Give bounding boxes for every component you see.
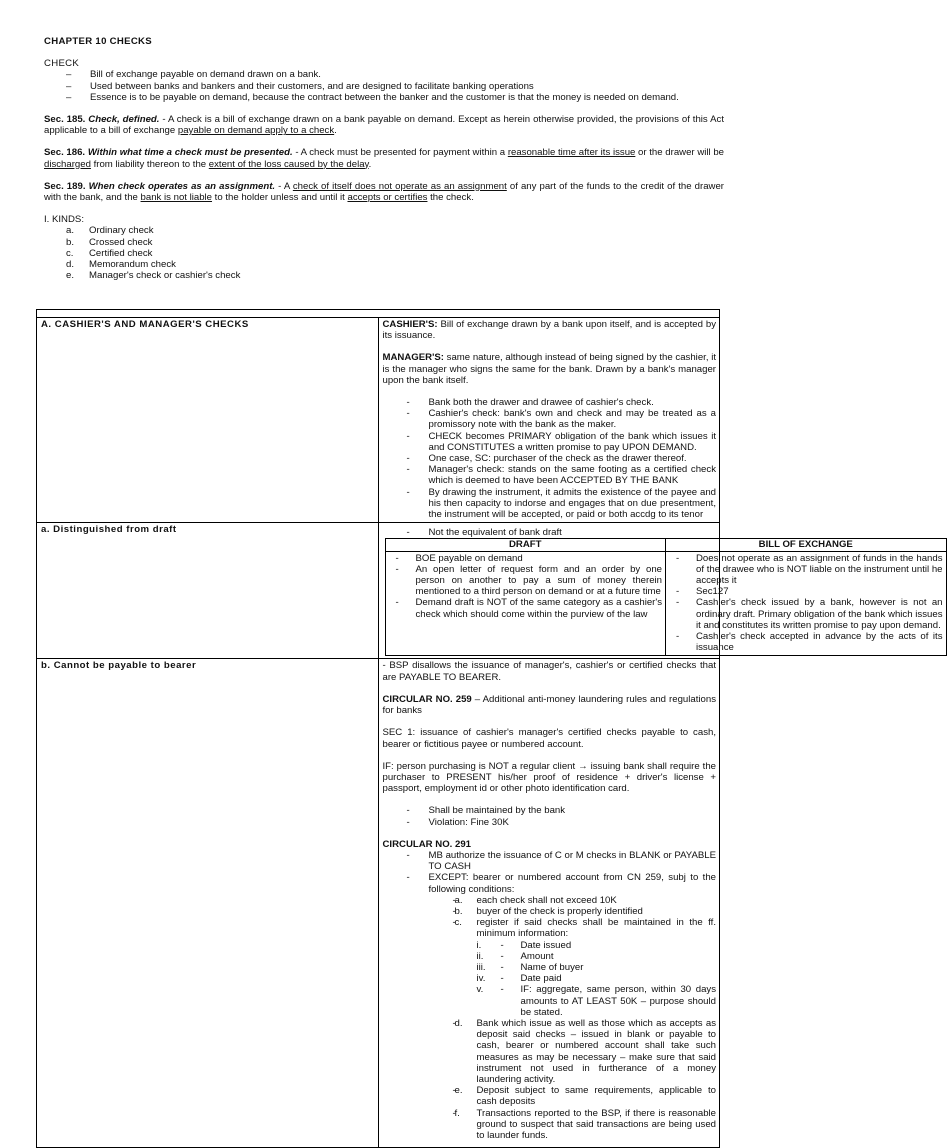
list-item: - BOE payable on demand: [390, 553, 663, 564]
list-item: - Bank both the drawer and drawee of cashier's check.: [383, 397, 717, 408]
condition-item: - e. Deposit subject to same requirements, applicable to cash deposits: [429, 1085, 717, 1107]
kind-item: b. Crossed check: [66, 236, 153, 248]
column-header: DRAFT: [385, 539, 666, 551]
list-item: - Cashier's check: bank's own and check and may be treated as a promissory note with the bank as the maker.: [383, 408, 717, 430]
list-item: - EXCEPT: bearer or numbered account from CN 259, subj to the following conditions: - a. each check shall not exceed 10K - b. buyer of the check is properly identified - c. register if said checks shall be maintained in the ff. minimum information: - i. Date issued - ii. Amount - iii. Name of buyer - iv. Date paid - v. IF: aggregate, same person, within 30 days amounts to AT LEAST 50K – purpose should be stated. - d. Bank which issue as well as those which as accepts as deposit said checks – issued in blank or payable to cash, bearer or numbered account shall take such measures as may be necessary – make sure that said instrument not used in furtherance of a money laundering activity. - e. Deposit subject to same requirements, applicable to cash deposits - f. Transactions reported to the BSP, if there is reasonable ground to suspect that said transactions are being used to launder funds.: [383, 872, 717, 1141]
sec-1-text: SEC 1: issuance of cashier's manager's certified checks payable to cash, bearer or fictitious payee or numbered account.: [382, 727, 716, 750]
check-list: [44, 69, 724, 103]
distinguished-intro-list: [383, 527, 717, 538]
condition-item: - b. buyer of the check is properly identified: [429, 906, 717, 917]
bsp-intro: - BSP disallows the issuance of manager's, cashier's or certified checks that are PAYABLE TO BEARER.: [382, 660, 716, 683]
section-title: When check operates as an assignment.: [88, 180, 276, 192]
kind-item: c. Certified check: [66, 247, 153, 259]
list-item: - Not the equivalent of bank draft: [383, 527, 717, 538]
row-label: b. Cannot be payable to bearer: [37, 659, 379, 1148]
row-content: [378, 659, 720, 1148]
conditions-list: [429, 895, 717, 1141]
section-title: Check, defined.: [88, 114, 160, 126]
minimum-info-list: [477, 940, 717, 1018]
row-content: [378, 318, 720, 523]
info-item: - iv. Date paid: [477, 973, 717, 984]
list-item: - Shall be maintained by the bank: [383, 805, 717, 816]
check-item: – Used between banks and bankers and their customers, and are designed to facilitate banking operations: [44, 81, 724, 92]
circular-259-list: [383, 805, 717, 827]
circular-291: CIRCULAR NO. 291: [382, 838, 471, 850]
list-item: - Violation: Fine 30K: [383, 817, 717, 828]
section-186: Sec. 186. Within what time a check must be presented. - A check must be presented for payment within a reasonable time after its issue or the drawer will be discharged from liability thereon to the extent of the loss caused by the delay.: [44, 147, 724, 170]
row-cashiers-managers: [37, 318, 720, 523]
cashiers-definition: CASHIER'S: Bill of exchange drawn by a bank upon itself, and is accepted by its issuance.: [382, 319, 716, 342]
condition-item: - a. each check shall not exceed 10K: [429, 895, 717, 906]
list-item: - Does not operate as an assignment of funds in the hands of the drawee who is NOT liable on the instrument until he accepts it: [670, 553, 943, 587]
list-item: - By drawing the instrument, it admits the existence of the payee and his then capacity to indorse and engages that on due presentment, the instrument will be accepted, or paid or both accdg to its tenor: [383, 487, 717, 521]
circular-291-list: [383, 850, 717, 1141]
row-label: A. CASHIER'S AND MANAGER'S CHECKS: [37, 318, 379, 523]
row-label: a. Distinguished from draft: [37, 523, 379, 659]
section-title: Within what time a check must be presented.: [87, 147, 293, 159]
if-text: IF: person purchasing is NOT a regular client → issuing bank shall require the purchaser to PRESENT his/her proof of residence + driver's license + passport, employment id or other photo identification card.: [382, 760, 716, 795]
check-heading: CHECK: [44, 58, 80, 70]
circular-259: CIRCULAR NO. 259 – Additional anti-money laundering rules and regulations for banks: [382, 693, 716, 717]
list-item: - One case, SC: purchaser of the check as the drawer thereof.: [383, 453, 717, 464]
cashiers-notes-list: [383, 397, 717, 520]
list-item: - Demand draft is NOT of the same category as a cashier's check which should come within the purview of the law: [390, 597, 663, 619]
section-185: Sec. 185. Check, defined. - A check is a bill of exchange drawn on a bank payable on demand. Except as herein otherwise provided, the provisions of this Act applicable to a bill of exchange payable on demand apply to a check.: [44, 114, 724, 137]
condition-item: - c. register if said checks shall be maintained in the ff. minimum information: - i. Date issued - ii. Amount - iii. Name of buyer - iv. Date paid - v. IF: aggregate, same person, within 30 days amounts to AT LEAST 50K – purpose should be stated.: [429, 917, 717, 1018]
check-item: – Essence is to be payable on demand, because the contract between the banker and the customer is that the money is needed on demand.: [44, 92, 724, 103]
list-item: - An open letter of request form and an order by one person on another to pay a sum of money therein mentioned to a third person on demand or at a future time: [390, 564, 663, 598]
kind-item: e. Manager's check or cashier's check: [66, 270, 241, 282]
list-item: - Manager's check: stands on the same footing as a certified check which is deemed to have been ACCEPTED BY THE BANK: [383, 464, 717, 486]
section-189: Sec. 189. When check operates as an assignment. - A check of itself does not operate as an assignment of any part of the funds to the credit of the drawer with the bank, and the bank is not liable to the holder unless and until it accepts or certifies the check.: [44, 180, 724, 204]
check-item: – Bill of exchange payable on demand drawn on a bank.: [44, 69, 724, 80]
info-item: - iii. Name of buyer: [477, 962, 717, 973]
row-distinguished: [37, 523, 720, 659]
draft-cell: [385, 551, 666, 656]
condition-item: - f. Transactions reported to the BSP, if there is reasonable ground to suspect that said transactions are being used to launder funds.: [429, 1108, 717, 1142]
info-item: - i. Date issued: [477, 940, 717, 951]
checks-table: [36, 309, 943, 1148]
column-header: BILL OF EXCHANGE: [666, 539, 947, 551]
kind-item: a. Ordinary check: [66, 225, 154, 237]
list-item: - CHECK becomes PRIMARY obligation of the bank which issues it and CONSTITUTES a written promise to pay UPON DEMAND.: [383, 431, 717, 453]
document-page: [44, 36, 724, 281]
draft-vs-boe-table: [385, 538, 947, 656]
section-label: Sec. 186.: [44, 147, 86, 159]
kinds-list: [44, 225, 724, 281]
list-item: - Sec127: [670, 586, 943, 597]
info-item: - ii. Amount: [477, 951, 717, 962]
info-item: - v. IF: aggregate, same person, within 30 days amounts to AT LEAST 50K – purpose should be stated.: [477, 984, 717, 1018]
managers-definition: MANAGER'S: same nature, although instead of being signed by the cashier, it is the manager who signs the same for the bank. Drawn by a bank's manager upon the bank itself.: [382, 352, 716, 386]
section-label: Sec. 189.: [44, 180, 86, 192]
row-cannot-be-bearer: [37, 659, 720, 1148]
kinds-heading: I. KINDS:: [44, 214, 84, 226]
table-spacer-row: [37, 310, 720, 318]
list-item: - Cashier's check accepted in advance by the acts of its issuance: [670, 631, 943, 653]
list-item: - Cashier's check issued by a bank, however is not an ordinary draft. Primary obligation of the bank which issues it and constitutes its written promise to pay upon demand.: [670, 597, 943, 631]
kind-item: d. Memorandum check: [66, 259, 176, 271]
list-item: - MB authorize the issuance of C or M checks in BLANK or PAYABLE TO CASH: [383, 850, 717, 872]
section-label: Sec. 185.: [44, 114, 86, 126]
row-content: [378, 523, 943, 659]
boe-cell: [666, 551, 947, 656]
chapter-title: CHAPTER 10 CHECKS: [44, 36, 152, 47]
condition-item: - d. Bank which issue as well as those which as accepts as deposit said checks – issued in blank or payable to cash, bearer or numbered account shall take such measures as may be necessary – make sure that said instrument not used in furtherance of a money laundering activity.: [429, 1018, 717, 1085]
